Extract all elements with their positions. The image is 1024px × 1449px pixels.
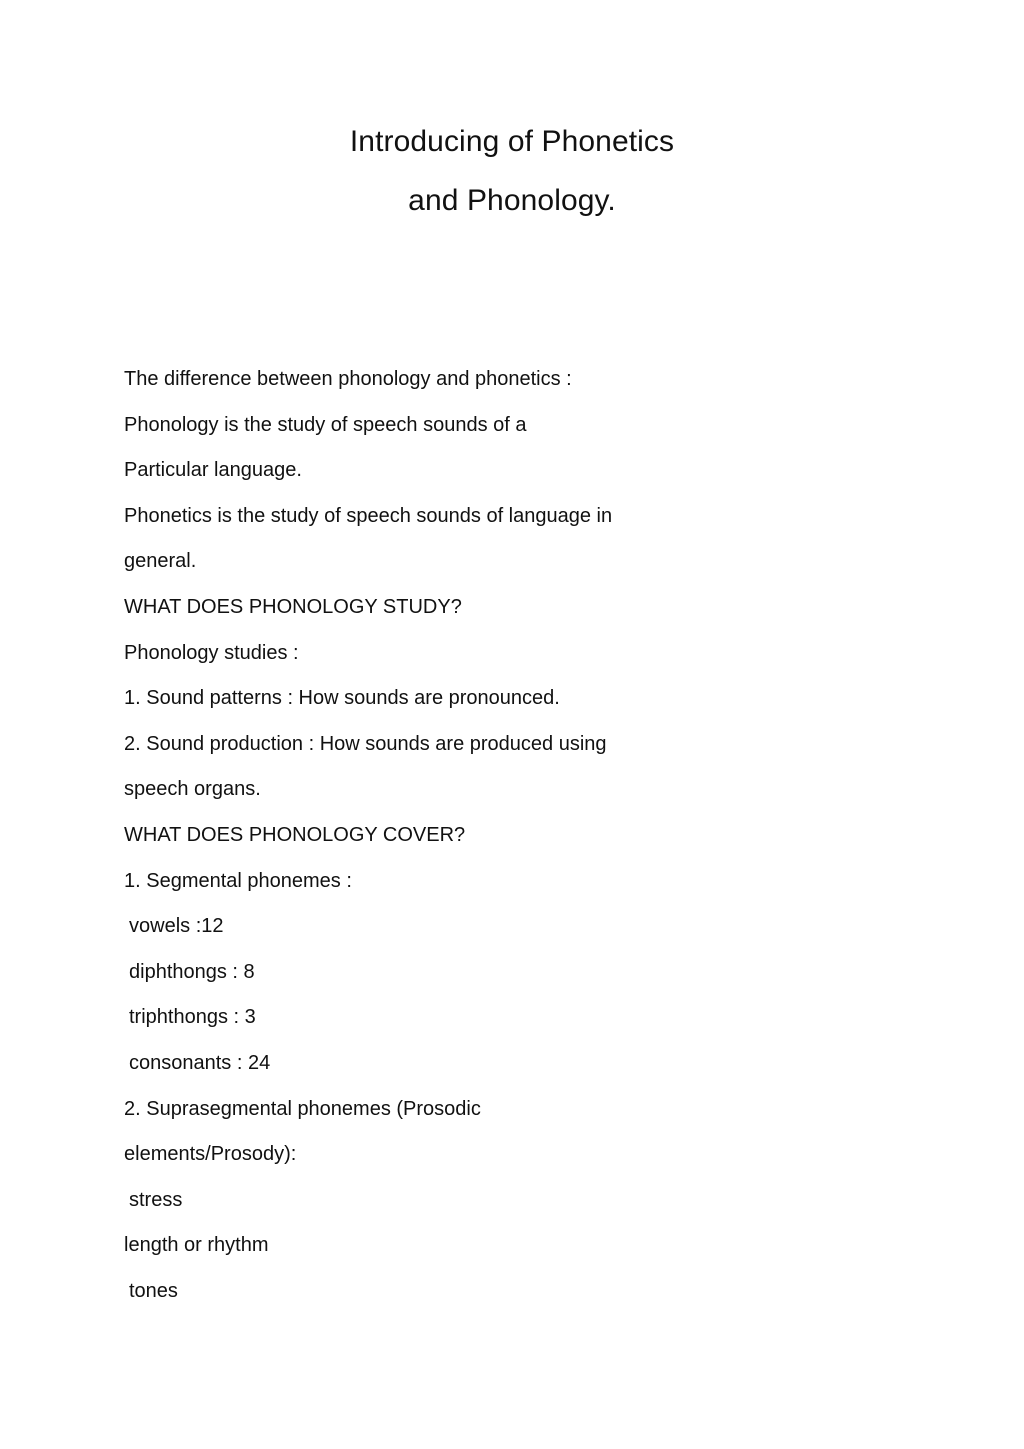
sub-item-consonants: consonants : 24 [129, 1051, 271, 1074]
sub-item-diphthongs: diphthongs : 8 [129, 960, 255, 983]
text-line-phonetics-definition-cont: general. [124, 550, 197, 573]
list-item-sound-production-cont: speech organs. [124, 778, 261, 801]
list-item-suprasegmental-phonemes: 2. Suprasegmental phonemes (Prosodic [124, 1097, 481, 1120]
text-line-phonology-definition: Phonology is the study of speech sounds of a [124, 413, 527, 436]
section-heading-phonology-study: WHAT DOES PHONOLOGY STUDY? [124, 595, 462, 618]
list-item-suprasegmental-phonemes-cont: elements/Prosody): [124, 1143, 297, 1166]
sub-item-tones: tones [129, 1279, 178, 1302]
document-title-line-1: Introducing of Phonetics [349, 125, 675, 158]
sub-item-triphthongs: triphthongs : 3 [129, 1006, 256, 1029]
list-item-sound-patterns: 1. Sound patterns : How sounds are pronounced. [124, 687, 560, 710]
text-line-phonology-studies: Phonology studies : [124, 641, 299, 664]
text-line-difference-heading: The difference between phonology and phonetics : [124, 368, 572, 390]
document-body [124, 363, 924, 1320]
list-item-segmental-phonemes: 1. Segmental phonemes : [124, 869, 352, 892]
sub-item-length-or-rhythm: length or rhythm [124, 1234, 269, 1257]
list-item-sound-production: 2. Sound production : How sounds are produced using [124, 732, 607, 755]
section-heading-phonology-cover: WHAT DOES PHONOLOGY COVER? [124, 823, 466, 846]
sub-item-stress: stress [129, 1188, 183, 1211]
text-line-phonetics-definition: Phonetics is the study of speech sounds of language in [124, 504, 613, 527]
text-line-phonology-definition-cont: Particular language. [124, 459, 302, 482]
sub-item-vowels: vowels :12 [129, 915, 224, 938]
document-title-line-2: and Phonology. [408, 184, 616, 217]
